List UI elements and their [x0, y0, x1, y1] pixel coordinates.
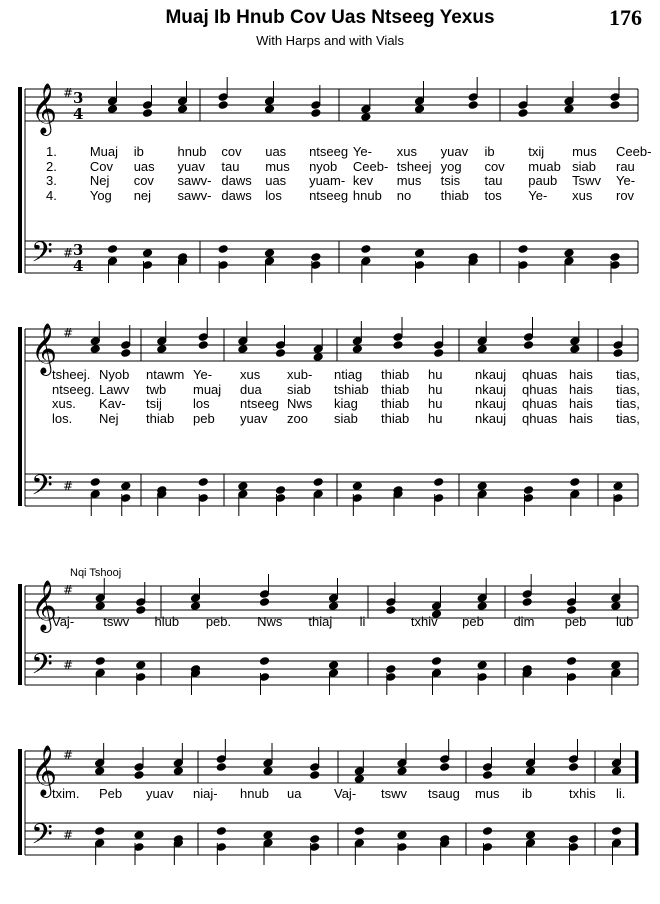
- note-head: [477, 482, 487, 491]
- lyric-syllable: xus: [572, 187, 593, 203]
- lyric-syllable: tsheej.: [52, 367, 91, 382]
- lyric-syllable: thiaj: [308, 614, 333, 629]
- note-head: [431, 657, 441, 666]
- note-head: [611, 767, 621, 776]
- lyric-syllable: xub-: [287, 367, 313, 382]
- lyric-syllable: uas: [265, 144, 287, 159]
- lyric-syllable: sawv-: [177, 187, 212, 203]
- note-head: [190, 602, 200, 611]
- note-head: [238, 345, 248, 354]
- lyric-syllable: nej: [133, 187, 152, 203]
- note-head: [386, 665, 396, 674]
- lyric-syllable: cov: [133, 173, 154, 188]
- lyric-syllable: tias,: [616, 396, 640, 411]
- note-head: [259, 657, 269, 666]
- lyric-syllable: cov: [484, 158, 505, 174]
- note-head: [264, 105, 274, 114]
- note-head: [218, 245, 228, 254]
- lyric-syllable: ntseeg: [309, 144, 349, 159]
- note-head: [397, 767, 407, 776]
- note-head: [518, 245, 528, 254]
- tempo-marking: Nqi Tshooj: [70, 567, 122, 579]
- note-head: [198, 478, 208, 487]
- lyric-syllable: hu: [428, 410, 443, 426]
- bass-clef-icon: 𝄢: [31, 648, 53, 688]
- note-head: [313, 353, 323, 362]
- note-head: [482, 771, 492, 780]
- lyric-syllable: paub: [528, 173, 558, 188]
- lyric-syllable: Vaj-: [52, 614, 75, 629]
- bass-clef-icon: 𝄢: [31, 469, 53, 509]
- lyric-syllable: dim: [513, 614, 535, 629]
- hymn-subtitle: With Harps and with Vials: [256, 33, 404, 48]
- note-head: [216, 763, 226, 772]
- lyric-syllable: muab: [528, 158, 561, 174]
- note-head: [157, 345, 167, 354]
- lyric-syllable: tias,: [616, 381, 640, 397]
- note-head: [482, 827, 492, 836]
- note-head: [264, 249, 274, 258]
- lyric-syllable: txhis: [569, 786, 596, 801]
- lyric-syllable: yuav: [177, 158, 205, 174]
- lyric-syllable: tsij: [146, 396, 162, 411]
- note-head: [275, 349, 285, 358]
- lyric-syllable: hais: [569, 381, 593, 397]
- note-head: [611, 827, 621, 836]
- lyric-syllable: nkauj: [475, 381, 507, 397]
- lyric-syllable: li.: [616, 786, 626, 801]
- time-signature-bottom: 4: [73, 105, 84, 123]
- note-head: [107, 105, 117, 114]
- lyric-syllable: 3.: [46, 173, 57, 188]
- lyric-syllable: tos: [484, 187, 502, 203]
- lyric-syllable: twb: [146, 381, 167, 397]
- note-head: [610, 101, 620, 110]
- note-head: [477, 345, 487, 354]
- lyric-syllable: Ye-: [193, 367, 213, 382]
- time-signature-top: 3: [73, 89, 84, 107]
- lyric-syllable: los: [193, 396, 210, 411]
- lyric-syllable: mus: [572, 144, 597, 159]
- note-head: [95, 602, 105, 611]
- lyric-syllable: ntawm: [146, 367, 185, 382]
- note-head: [522, 598, 532, 607]
- lyric-syllable: lub: [616, 614, 634, 629]
- system-brace: [18, 749, 22, 855]
- note-head: [263, 767, 273, 776]
- lyric-syllable: peb.: [205, 614, 232, 629]
- sharp-icon: #: [63, 326, 74, 340]
- note-head: [611, 602, 621, 611]
- lyric-syllable: los.: [52, 410, 73, 426]
- note-head: [477, 661, 487, 670]
- lyric-syllable: Vaj-: [334, 786, 357, 801]
- lyric-syllable: ntseeg: [240, 396, 280, 411]
- lyric-syllable: peb: [564, 614, 587, 629]
- note-head: [570, 345, 580, 354]
- lyric-syllable: siab: [287, 381, 311, 397]
- lyric-syllable: Tswv: [572, 173, 602, 188]
- sharp-icon: #: [63, 479, 74, 493]
- lyric-syllable: thiab: [381, 367, 410, 382]
- lyric-syllable: xus: [396, 144, 417, 159]
- note-head: [218, 101, 228, 110]
- note-head: [259, 598, 269, 607]
- lyric-syllable: peb: [193, 410, 215, 426]
- bass-clef-icon: 𝄢: [31, 818, 53, 858]
- lyric-syllable: qhuas: [522, 410, 558, 426]
- hymn-title: Muaj Ib Hnub Cov Uas Ntseeg Yexus: [165, 7, 495, 28]
- lyric-syllable: thiab: [381, 410, 410, 426]
- lyric-syllable: ntseeg: [309, 187, 349, 203]
- lyric-syllable: Cov: [89, 158, 113, 174]
- lyric-syllable: nkauj: [475, 367, 507, 382]
- lyric-syllable: tias,: [616, 367, 640, 382]
- lyric-syllable: ib: [133, 144, 144, 159]
- lyric-syllable: ntseeg.: [52, 381, 95, 397]
- note-head: [310, 771, 320, 780]
- note-head: [386, 606, 396, 615]
- lyric-syllable: no: [396, 187, 412, 203]
- lyric-syllable: tsaug: [428, 786, 460, 801]
- treble-clef-icon: 𝄞: [31, 83, 58, 134]
- note-head: [95, 827, 105, 836]
- lyric-syllable: mus: [265, 158, 290, 174]
- sharp-icon: #: [63, 583, 74, 597]
- lyric-syllable: Ye-: [616, 173, 636, 188]
- lyric-syllable: hais: [569, 396, 593, 411]
- note-head: [263, 831, 273, 840]
- lyric-syllable: hlub: [154, 614, 180, 629]
- system-brace: [18, 327, 22, 506]
- sharp-icon: #: [63, 658, 74, 672]
- note-head: [564, 105, 574, 114]
- lyric-syllable: Kav-: [99, 396, 126, 411]
- lyric-syllable: niaj-: [193, 786, 218, 801]
- note-head: [328, 602, 338, 611]
- lyric-syllable: Lawv: [99, 381, 130, 397]
- lyric-syllable: qhuas: [522, 381, 558, 397]
- note-head: [95, 657, 105, 666]
- final-barline: [635, 823, 638, 855]
- lyric-syllable: zoo: [287, 410, 308, 426]
- note-head: [238, 482, 248, 491]
- note-head: [95, 767, 105, 776]
- lyric-syllable: hais: [569, 367, 593, 382]
- lyric-syllable: uas: [265, 173, 287, 188]
- lyric-syllable: yuav: [146, 786, 174, 801]
- note-head: [142, 109, 152, 118]
- lyric-syllable: Ceeb-: [352, 158, 389, 174]
- note-head: [311, 253, 321, 262]
- lyric-syllable: Nyob: [99, 367, 130, 382]
- lyric-syllable: mus: [475, 786, 500, 801]
- lyric-syllable: tsheej: [396, 158, 432, 174]
- final-barline: [635, 751, 638, 783]
- note-head: [90, 478, 100, 487]
- note-head: [328, 661, 338, 670]
- lyric-syllable: yuav: [240, 410, 268, 426]
- note-head: [523, 486, 533, 495]
- note-head: [611, 661, 621, 670]
- lyric-syllable: Ye-: [528, 187, 548, 203]
- note-head: [570, 478, 580, 487]
- note-head: [136, 606, 146, 615]
- note-head: [352, 482, 362, 491]
- note-head: [434, 349, 444, 358]
- lyric-syllable: thiab: [381, 381, 410, 397]
- lyric-syllable: Muaj: [89, 144, 119, 159]
- lyric-syllable: thiab: [146, 410, 175, 426]
- lyric-syllable: tau: [221, 158, 240, 174]
- lyric-syllable: rov: [616, 187, 635, 203]
- note-head: [397, 831, 407, 840]
- lyric-syllable: mus: [396, 173, 422, 188]
- note-head: [414, 105, 424, 114]
- lyric-syllable: ua: [287, 786, 302, 801]
- note-head: [568, 835, 578, 844]
- sharp-icon: #: [63, 246, 74, 260]
- note-head: [142, 249, 152, 258]
- lyric-syllable: xus.: [52, 396, 76, 411]
- note-head: [393, 341, 403, 350]
- lyric-syllable: hu: [428, 367, 443, 382]
- note-head: [134, 831, 144, 840]
- lyric-syllable: Peb: [99, 786, 123, 801]
- bass-clef-icon: 𝄢: [31, 236, 53, 276]
- lyric-syllable: thiab: [440, 187, 469, 203]
- note-head: [613, 349, 623, 358]
- note-head: [216, 827, 226, 836]
- treble-clef-icon: 𝄞: [31, 745, 58, 796]
- note-head: [468, 101, 478, 110]
- lyric-syllable: hu: [428, 381, 443, 397]
- lyric-syllable: yuav: [440, 144, 469, 159]
- lyric-syllable: rau: [616, 158, 635, 174]
- note-head: [523, 341, 533, 350]
- lyric-syllable: ntiag: [334, 367, 363, 382]
- lyric-syllable: siab: [334, 410, 358, 426]
- treble-clef-icon: 𝄞: [31, 323, 58, 374]
- lyric-syllable: tsis: [440, 173, 461, 188]
- system-brace: [18, 87, 22, 273]
- lyric-syllable: xus: [240, 367, 261, 382]
- lyric-syllable: txhiv: [410, 614, 438, 629]
- lyric-syllable: 1.: [46, 144, 57, 159]
- note-head: [518, 109, 528, 118]
- note-head: [566, 657, 576, 666]
- time-signature-top: 3: [73, 241, 84, 259]
- note-head: [313, 478, 323, 487]
- note-head: [310, 835, 320, 844]
- lyric-syllable: txim.: [52, 786, 80, 801]
- note-head: [564, 249, 574, 258]
- lyric-syllable: tswv: [103, 614, 130, 629]
- lyric-syllable: Nws: [287, 396, 313, 411]
- lyric-syllable: peb: [462, 614, 484, 629]
- sharp-icon: #: [63, 86, 74, 100]
- lyric-syllable: nyob: [309, 158, 338, 174]
- note-head: [275, 486, 285, 495]
- lyric-syllable: Ceeb-: [616, 144, 652, 159]
- lyric-syllable: Ye-: [352, 144, 372, 159]
- hymn-number: 176: [609, 5, 642, 30]
- note-head: [311, 109, 321, 118]
- note-head: [525, 767, 535, 776]
- lyric-syllable: hnub: [177, 144, 207, 159]
- note-head: [361, 113, 371, 122]
- system-brace: [18, 584, 22, 685]
- note-head: [177, 105, 187, 114]
- lyric-syllable: ib: [484, 144, 495, 159]
- lyric-syllable: sawv-: [177, 173, 212, 188]
- lyric-syllable: yuam-: [309, 173, 346, 188]
- lyric-syllable: tshiab: [334, 381, 369, 397]
- note-head: [134, 771, 144, 780]
- treble-clef-icon: 𝄞: [31, 580, 58, 631]
- lyric-syllable: qhuas: [522, 396, 558, 411]
- lyric-syllable: hnub: [240, 786, 269, 801]
- lyric-syllable: 4.: [46, 187, 57, 203]
- lyric-syllable: los: [265, 187, 282, 203]
- note-head: [173, 767, 183, 776]
- note-head: [198, 341, 208, 350]
- lyric-syllable: ib: [522, 786, 533, 801]
- lyric-syllable: nkauj: [475, 410, 507, 426]
- lyric-syllable: thiab: [381, 396, 410, 411]
- lyric-syllable: siab: [572, 158, 596, 174]
- note-head: [354, 775, 364, 784]
- lyric-syllable: Nej: [99, 410, 119, 426]
- lyric-syllable: 2.: [46, 158, 57, 174]
- note-head: [90, 345, 100, 354]
- lyric-syllable: nkauj: [475, 396, 507, 411]
- lyric-syllable: li: [359, 614, 366, 629]
- note-head: [525, 831, 535, 840]
- note-head: [361, 245, 371, 254]
- lyric-syllable: daws: [221, 173, 252, 188]
- time-signature-bottom: 4: [73, 257, 84, 275]
- lyric-syllable: dua: [240, 381, 262, 397]
- lyric-syllable: txij: [528, 144, 545, 159]
- note-head: [568, 763, 578, 772]
- lyric-syllable: hais: [569, 410, 593, 426]
- lyric-syllable: yog: [440, 158, 462, 174]
- lyric-syllable: daws: [221, 187, 252, 203]
- note-head: [121, 482, 131, 491]
- lyric-syllable: Nws: [257, 614, 283, 629]
- note-head: [352, 345, 362, 354]
- note-head: [434, 478, 444, 487]
- note-head: [610, 253, 620, 262]
- note-head: [354, 827, 364, 836]
- lyric-syllable: tias,: [616, 410, 640, 426]
- sharp-icon: #: [63, 748, 74, 762]
- lyric-syllable: qhuas: [522, 367, 558, 382]
- lyric-syllable: muaj: [193, 381, 222, 397]
- lyric-syllable: Nej: [89, 173, 110, 188]
- lyric-syllable: uas: [133, 158, 155, 174]
- lyric-syllable: hnub: [352, 187, 382, 203]
- sharp-icon: #: [63, 828, 74, 842]
- lyric-syllable: tau: [484, 173, 503, 188]
- note-head: [414, 249, 424, 258]
- note-head: [440, 763, 450, 772]
- note-head: [477, 602, 487, 611]
- lyric-syllable: kev: [352, 173, 374, 188]
- lyric-syllable: tswv: [381, 786, 407, 801]
- lyric-syllable: hu: [428, 396, 443, 411]
- note-head: [613, 482, 623, 491]
- lyric-syllable: Yog: [89, 187, 112, 203]
- note-head: [136, 661, 146, 670]
- note-head: [121, 349, 131, 358]
- lyric-syllable: kiag: [334, 396, 358, 411]
- lyric-syllable: cov: [221, 144, 242, 159]
- note-head: [107, 245, 117, 254]
